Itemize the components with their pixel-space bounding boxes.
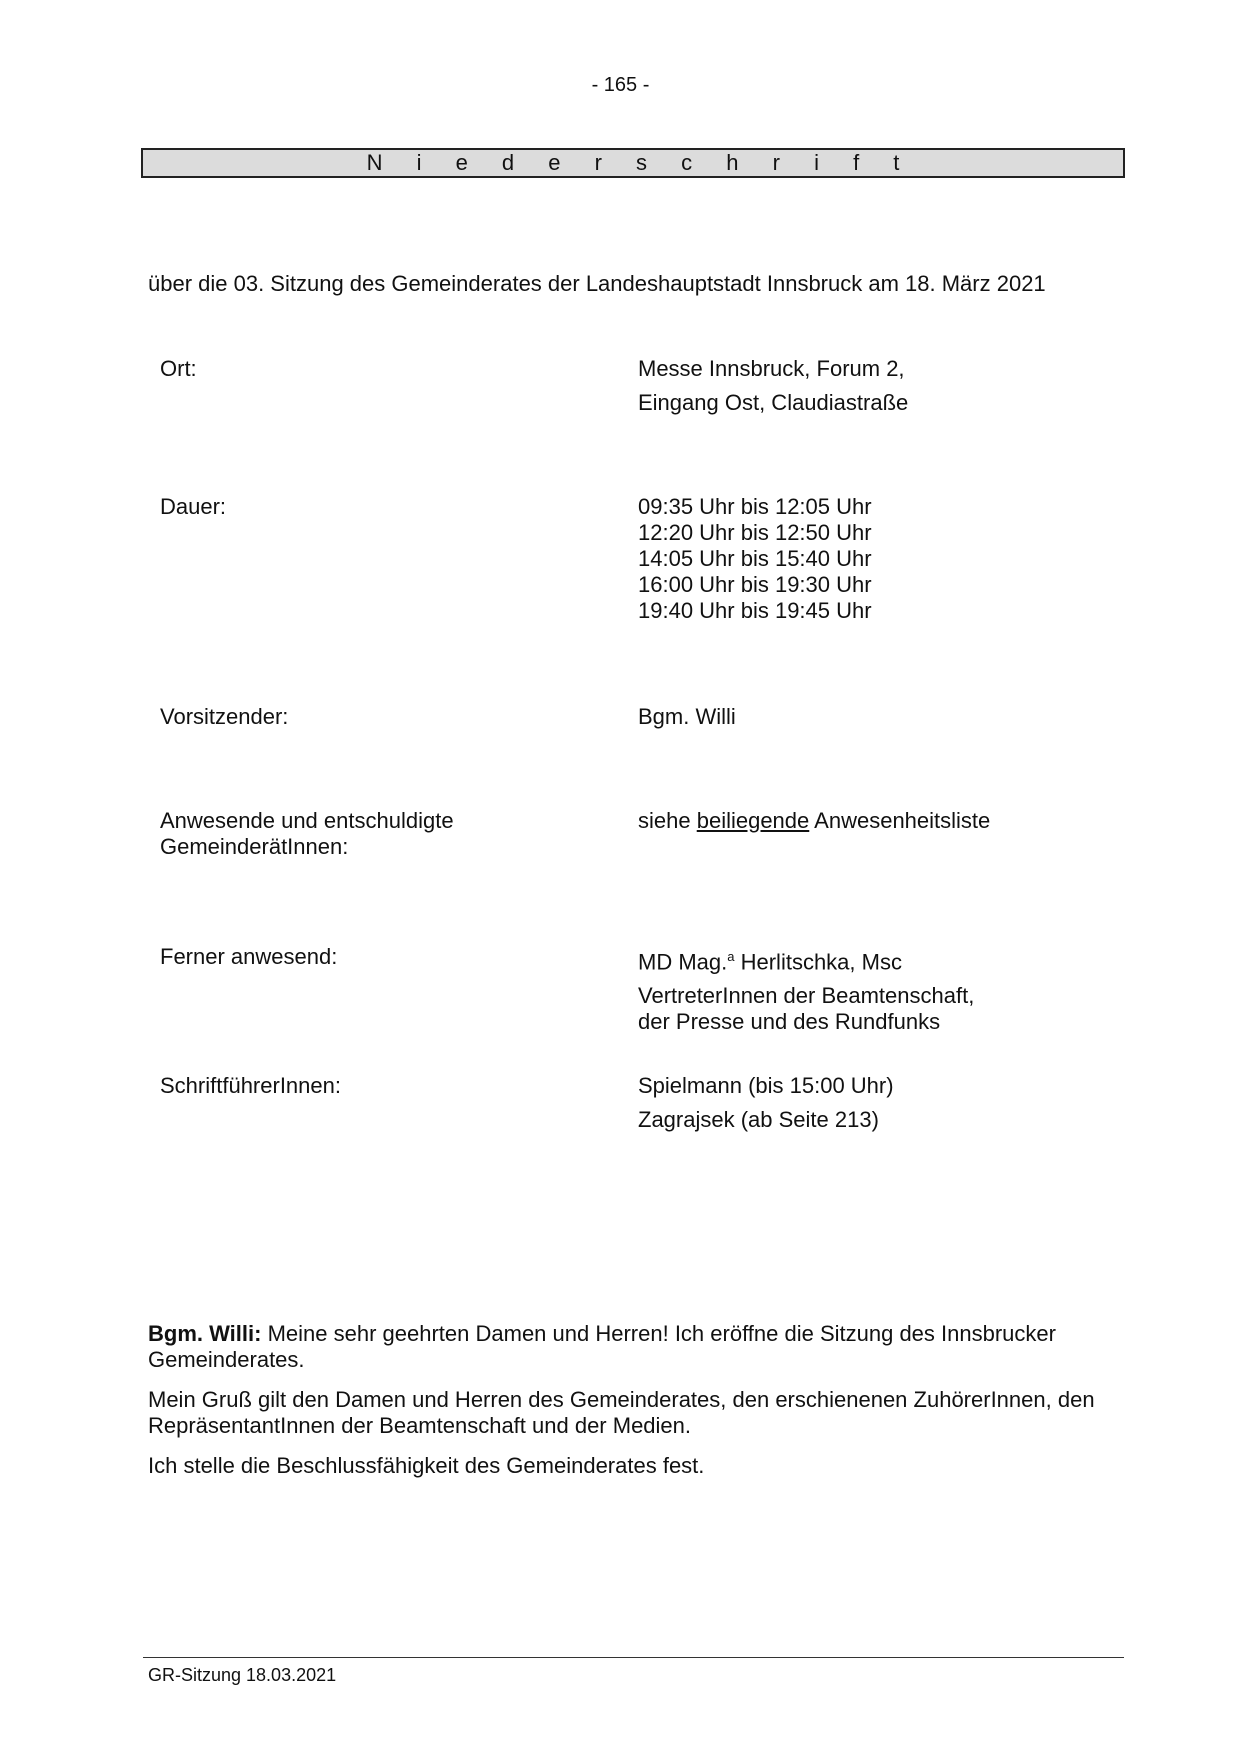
ferner-label: Ferner anwesend:: [160, 944, 338, 969]
dauer-time-2: 12:20 Uhr bis 12:50 Uhr: [638, 520, 872, 545]
anwesend-value: [638, 808, 990, 834]
dauer-value: [638, 494, 872, 624]
footer-divider: [143, 1657, 1124, 1658]
schrift-value: [638, 1073, 894, 1133]
schrift-line-1: Spielmann (bis 15:00 Uhr): [638, 1073, 894, 1098]
footer-text: GR-Sitzung 18.03.2021: [148, 1665, 337, 1685]
speech-paragraph-2: Mein Gruß gilt den Damen und Herren des Gemeinderates, den erschienenen ZuhörerInnen, den RepräsentantInnen der Beamtenschaft und der Medien.: [148, 1387, 1095, 1438]
dauer-label: Dauer:: [160, 494, 227, 519]
ferner-line-1-sup: a: [727, 949, 735, 964]
anwesend-pre: siehe: [638, 808, 691, 833]
speech-text-1: Meine sehr geehrten Damen und Herren! Ich eröffne die Sitzung des Innsbrucker Gemeinderates.: [148, 1321, 1056, 1372]
anwesend-underlined: beiliegende: [696, 808, 810, 833]
speech-paragraph-1: [148, 1321, 1108, 1373]
ort-line-1: Messe Innsbruck, Forum 2,: [638, 356, 905, 381]
ort-label: Ort:: [160, 356, 197, 381]
schrift-line-2: Zagrajsek (ab Seite 213): [638, 1107, 879, 1132]
dauer-time-4: 16:00 Uhr bis 19:30 Uhr: [638, 572, 872, 597]
document-title-box: [141, 148, 1125, 178]
vorsitz-label: Vorsitzender:: [160, 704, 289, 729]
anwesend-label-line-2: GemeinderätInnen:: [160, 834, 349, 859]
document-title: N i e d e r s c h r i f t: [366, 150, 914, 175]
speaker-name: Bgm. Willi:: [148, 1321, 262, 1346]
ferner-line-2: VertreterInnen der Beamtenschaft,: [638, 983, 975, 1009]
ferner-value: [638, 944, 974, 1035]
dauer-time-3: 14:05 Uhr bis 15:40 Uhr: [638, 546, 872, 571]
dauer-time-1: 09:35 Uhr bis 12:05 Uhr: [638, 494, 872, 519]
speech-block: [148, 1321, 1108, 1493]
ort-line-2: Eingang Ost, Claudiastraße: [638, 390, 909, 415]
ferner-line-3: der Presse und des Rundfunks: [638, 1009, 941, 1035]
anwesend-label: [160, 808, 454, 860]
anwesend-post: Anwesenheitsliste: [814, 808, 991, 833]
dauer-time-5: 19:40 Uhr bis 19:45 Uhr: [638, 598, 872, 623]
anwesend-label-line-1: Anwesende und entschuldigte: [160, 808, 454, 833]
ort-value: [638, 356, 908, 416]
speech-paragraph-3: Ich stelle die Beschlussfähigkeit des Gemeinderates fest.: [148, 1453, 705, 1478]
ferner-line-1-post: Herlitschka, Msc: [740, 949, 902, 975]
ferner-line-1-pre: MD Mag.: [638, 949, 728, 975]
page-number: - 165 -: [591, 74, 650, 96]
schrift-label: SchriftführerInnen:: [160, 1073, 341, 1098]
vorsitz-value: Bgm. Willi: [638, 704, 736, 729]
intro-text: über die 03. Sitzung des Gemeinderates der Landeshauptstadt Innsbruck am 18. März 2021: [148, 271, 1046, 296]
